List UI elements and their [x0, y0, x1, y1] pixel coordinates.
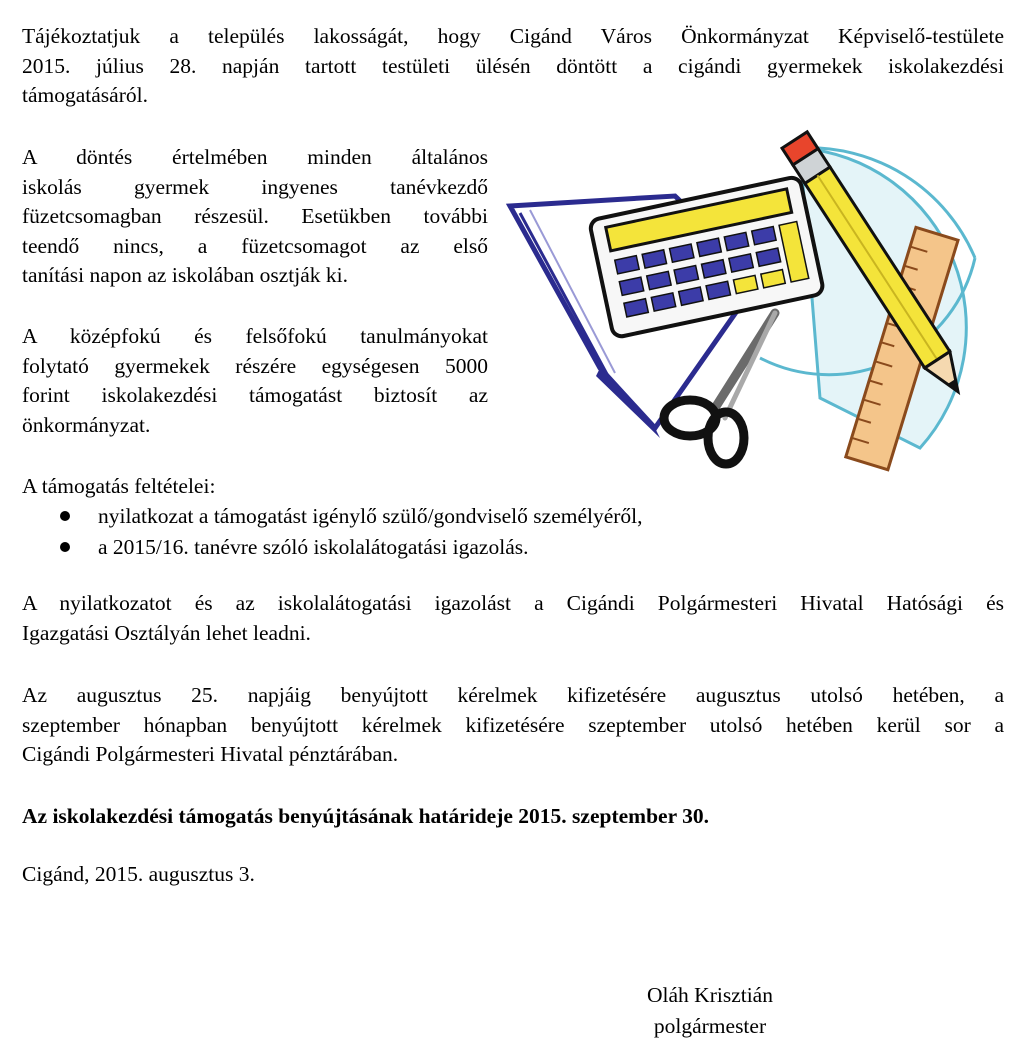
- deadline-notice: Az iskolakezdési támogatás benyújtásának határideje 2015. szeptember 30.: [22, 804, 709, 828]
- decision-paragraph: [22, 143, 488, 291]
- secondary-line: forint iskolakezdési támogatást biztosít az: [22, 383, 488, 407]
- place-date: Cigánd, 2015. augusztus 3.: [22, 862, 255, 886]
- signature-block: [620, 980, 800, 1042]
- payment-paragraph: [22, 681, 1004, 770]
- decision-line: A döntés értelmében minden általános: [22, 145, 488, 169]
- school-supplies-icon: [500, 118, 1000, 478]
- signature-name: Oláh Krisztián: [647, 983, 773, 1007]
- decision-line: iskolás gyermek ingyenes tanévkezdő: [22, 174, 488, 199]
- decision-line: füzetcsomagban részesül. Esetükben további: [22, 204, 488, 228]
- decision-line: teendő nincs, a füzetcsomagot az első: [22, 233, 488, 258]
- submission-line: A nyilatkozatot és az iskolalátogatási igazolást a Cigándi Polgármesteri Hivatal Hatósági és: [22, 591, 1004, 615]
- intro-line: támogatásáról.: [22, 83, 148, 107]
- intro-line: 2015. július 28. napján tartott testületi ülésén döntött a cigándi gyermekek iskolakezdési: [22, 53, 1004, 78]
- secondary-support-paragraph: [22, 322, 488, 440]
- list-item: [22, 501, 643, 532]
- signature-title: polgármester: [653, 1014, 767, 1038]
- secondary-line: folytató gyermekek részére egységesen 5000: [22, 353, 488, 378]
- condition-text: a 2015/16. tanévre szóló iskolalátogatási igazolás.: [98, 535, 529, 559]
- payment-line: Cigándi Polgármesteri Hivatal pénztárában.: [22, 742, 399, 766]
- list-item: [22, 532, 643, 563]
- intro-paragraph: [22, 22, 1004, 111]
- intro-line: Tájékoztatjuk a település lakosságát, hogy Cigánd Város Önkormányzat Képviselő-testülete: [22, 24, 1004, 48]
- bullet-icon: [60, 542, 70, 552]
- submission-paragraph: [22, 589, 1004, 648]
- conditions-list: [22, 501, 643, 563]
- secondary-line: A középfokú és felsőfokú tanulmányokat: [22, 324, 488, 348]
- secondary-line: önkormányzat.: [22, 412, 151, 437]
- decision-line: tanítási napon az iskolában osztják ki.: [22, 263, 348, 287]
- conditions-heading: A támogatás feltételei:: [22, 474, 216, 498]
- payment-line: szeptember hónapban benyújtott kérelmek kifizetésére szeptember utolsó hetében kerül sor a: [22, 712, 1004, 737]
- payment-line: Az augusztus 25. napjáig benyújtott kérelmek kifizetésére augusztus utolsó hetében, a: [22, 683, 1004, 707]
- condition-text: nyilatkozat a támogatást igénylő szülő/gondviselő személyéről,: [98, 504, 643, 528]
- bullet-icon: [60, 511, 70, 521]
- submission-line: Igazgatási Osztályán lehet leadni.: [22, 620, 311, 645]
